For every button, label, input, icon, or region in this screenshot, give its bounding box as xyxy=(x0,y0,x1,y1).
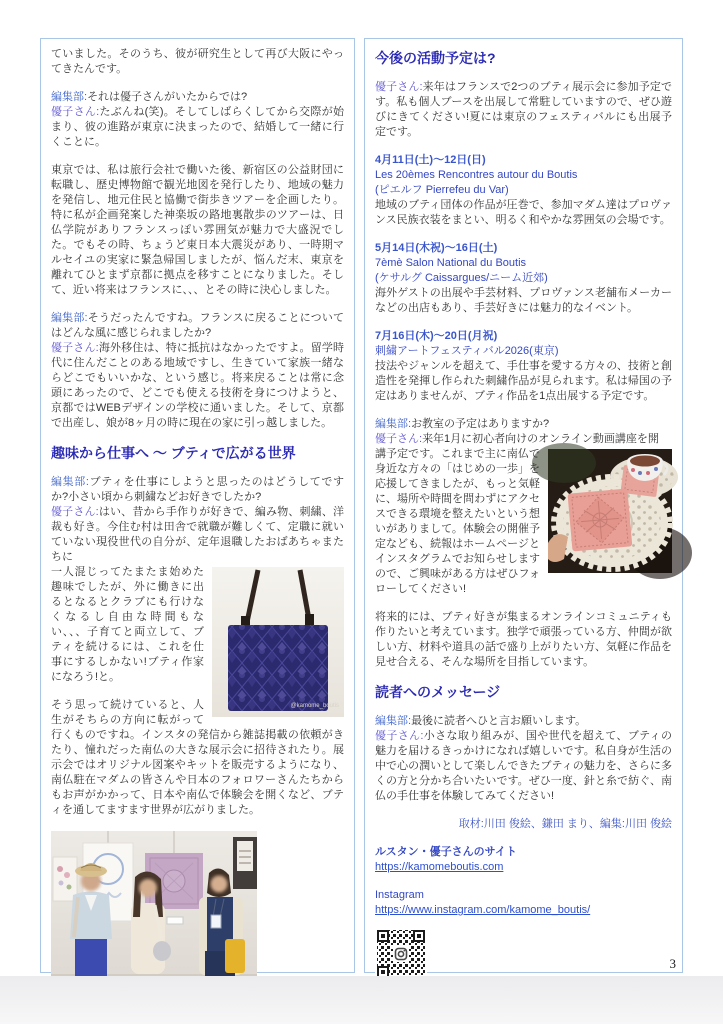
wrap-zone-coaster xyxy=(375,447,672,597)
credit-line: 取材:川田 俊絵、鎌田 まり、編集:川田 俊絵 xyxy=(458,818,672,830)
answer-line xyxy=(375,729,672,804)
answer-line xyxy=(51,505,344,565)
question-line xyxy=(51,475,344,505)
instagram-icon xyxy=(393,946,409,962)
paragraph-tokyo: 東京では、私は旅行会社で働いた後、新宿区の公益財団に転職し、歴史博物館で観光地図を発行したり、地域の魅力を発信し、地元住民と協働で街歩きツアーを企画したり。特に私が企画発案した神楽坂の路地裏散歩のツアーは、日仏学院がありフランスっぽい雰囲気が魅力で大盛況でした。でもその時、ちょうど東日本大震災があり、一時期マルセイユの実家に緊急帰国しましたが、悩んだ末、東京を離れてひとまず京都に拠点を移すことになりました。そして、近い将来はフランスに、、、とその時に決心しました。 xyxy=(51,164,344,296)
qa-block-2 xyxy=(51,311,344,431)
yuko-label: 優子さん: xyxy=(51,506,99,518)
instagram-link[interactable]: https://www.instagram.com/kamome_boutis/ xyxy=(375,904,591,916)
bag-photo-graphic xyxy=(212,567,344,717)
bag-watermark: @kamome_boutis xyxy=(290,703,339,709)
paragraph-community: 将来的には、ブティ好きが集まるオンラインコミュニティも作りたいと考えています。独学で頑張っている方、仲間が欲しい方、材料や道具の話で盛り上がりたい方、気軽に作品を見せ合える、そんな場所を目指しています。 xyxy=(375,611,672,668)
boutis-bag-photo xyxy=(212,567,344,717)
website-label: ルスタン・優子さんのサイト xyxy=(375,846,517,858)
answer-text: 来年1月に初心者向けのオンライン動画講座を開 xyxy=(422,433,659,445)
event-description: 海外ゲストの出展や手芸材料、プロヴァンス老舗布メーカーなどの出店もあり、手芸好きには魅力的なイベント。 xyxy=(375,287,672,314)
event-item-3 xyxy=(375,329,672,404)
event-name: 刺繍アートフェスティバル2026(東京) xyxy=(375,345,559,357)
section-heading-plans: 今後の活動予定は? xyxy=(375,50,496,66)
event-date: 7月16日(木)〜20日(月祝) xyxy=(375,330,498,342)
page-number: 3 xyxy=(669,956,676,971)
editor-label: 編集部: xyxy=(51,312,88,324)
answer-line xyxy=(51,341,344,431)
answer-line xyxy=(375,80,672,140)
left-column xyxy=(40,38,355,973)
answer-text: 小さな取り組みが、国や世代を超えて、ブティの魅力を届けるきっかけになれば嬉しいです。私自身が生活の中で心の潤いとして楽しんできたブティの魅力を、さらに多くの方と分かち合いたいです。ぜひ一度、針と糸で紡ぐ、南仏の手仕事を体験してみてください! xyxy=(375,730,672,802)
qr-code xyxy=(375,928,427,980)
answer-text: 来年はフランスで2つのブティ展示会に参加予定です。私も個人ブースを出展して常駐していますので、ぜひ遊びにきてください!夏には東京のフェスティバルにも出展予定です。 xyxy=(375,81,673,138)
page-background-strip xyxy=(0,976,723,1024)
coaster-photo-graphic xyxy=(548,449,672,573)
question-text: そうだったんですね。フランスに戻ることについてはどんな風に感じられましたか? xyxy=(51,312,344,339)
event-date: 5月14日(木祝)〜16日(土) xyxy=(375,242,498,254)
question-line xyxy=(375,417,672,432)
qa-block-3 xyxy=(51,475,344,818)
event-description: 技法やジャンルを超えて、手仕事を愛する方々の、技術と創造性を発揮し作られた刺繍作品が見られます。私は帰国の予定はありませんが、ブティ作品を1点出展する予定です。 xyxy=(375,360,672,402)
answer-line xyxy=(375,432,672,447)
editor-label: 編集部: xyxy=(375,418,412,430)
answer-text: たぶんね(笑)。そしてしばらくしてから交際が始まり、彼の進路が東京に決まったので、結婚して一緒に行くことに。 xyxy=(51,106,344,148)
qa-block-message xyxy=(375,714,672,804)
event-place: (ピエルフ Pierrefeu du Var) xyxy=(375,184,509,196)
wrap-zone-bag xyxy=(51,565,344,818)
family-photo-graphic xyxy=(51,831,257,981)
editor-label: 編集部: xyxy=(375,715,412,727)
website-block xyxy=(375,845,672,875)
main-coaster xyxy=(567,488,632,551)
question-text: 最後に読者へひと言お願いします。 xyxy=(411,715,587,727)
answer-text: 海外移住は、特に抵抗はなかったですよ。留学時代に住んだことのある地域ですし、生きていて家族一緒ならどこでもいいかな、という感じ。将来戻ることは常に念頭にあったので、どこでも使える技術を身につけようと、京都ではWEBデザインの学校に通いました。そして、京都で出産し、娘が8ヶ月の時に現在の家に引っ越しました。 xyxy=(51,342,345,429)
plans-intro xyxy=(375,80,672,140)
section-heading-hobby: 趣味から仕事へ 〜 ブティで広がる世界 xyxy=(51,445,296,461)
event-item-1 xyxy=(375,153,672,228)
paragraph-continued: ていました。そのうち、彼が研究生として再び大阪にやってきたんです。 xyxy=(51,48,344,75)
instagram-label: Instagram xyxy=(375,889,424,901)
right-column xyxy=(364,38,683,973)
event-date: 4月11日(土)〜12日(日) xyxy=(375,154,486,166)
answer-text: はい、昔から手作りが好きで、編み物、刺繍、洋裁も好き。今住む村は田舎で就職が難しくて、定職に就いていない現役世代の自分が、定年退職したおばあちゃまたちに xyxy=(51,506,344,563)
yuko-label: 優子さん: xyxy=(375,433,423,445)
editor-label: 編集部: xyxy=(51,476,89,488)
question-line xyxy=(375,714,672,729)
section-heading-message: 読者へのメッセージ xyxy=(375,684,501,700)
yuko-label: 優子さん: xyxy=(51,342,99,354)
question-text: それは優子さんがいたからでは? xyxy=(87,91,248,103)
coaster-photo xyxy=(548,449,672,573)
event-name: 7èmè Salon National du Boutis xyxy=(375,257,527,269)
yuko-label: 優子さん: xyxy=(375,730,424,742)
question-text: ブティを仕事にしようと思ったのはどうしてですか?小さい頃から刺繍などお好きでしたか? xyxy=(51,476,345,503)
paragraph-instagram-growth: そう思って続けていると、人生がそちらの方向に転がって行くものですね。インスタの発信から雑誌掲載の依頼がきたり、憧れだった南仏の大きな展示会に招待されたり。展示会ではオリジナル図案やキットを販売するようになり、南仏駐在マダムの皆さんや日本のフォロワーさんたちからもお声がかかって、日本や南仏で体験会を開くなど、ブティを通してますます世界が広がりました。 xyxy=(51,699,344,816)
yuko-label: 優子さん: xyxy=(375,81,423,93)
question-line xyxy=(51,90,344,105)
answer-text-wrapped: 一人混じってたまたま始めた趣味でしたが、外に働きに出るとなるとクラブにも行けなくなるし自由な時間もない、、、子育てと両立して、ブティを続けるには、これを仕事にするしかない!ブティ作家になろう!と。 xyxy=(51,566,204,683)
question-line xyxy=(51,311,344,341)
qa-block-1 xyxy=(51,90,344,150)
yuko-label: 優子さん: xyxy=(51,106,100,118)
instagram-block xyxy=(375,888,672,918)
question-text: お教室の予定はありますか? xyxy=(411,418,550,430)
qa-block-class xyxy=(375,417,672,597)
event-name: Les 20èmes Rencontres autour du Boutis xyxy=(375,169,578,181)
answer-line xyxy=(51,105,344,150)
editor-label: 編集部: xyxy=(51,91,88,103)
website-link[interactable]: https://kamomeboutis.com xyxy=(375,861,504,873)
event-place: (ケサルグ Caissargues/ニーム近郊) xyxy=(375,272,548,284)
event-description: 地域のブティ団体の作品が圧巻で、参加マダム達はプロヴァンス民族衣装をまとい、明るく和やかな雰囲気の会場です。 xyxy=(375,199,672,226)
event-item-2 xyxy=(375,241,672,316)
answer-text-wrapped: 講予定です。これまで主に南仏で身近な方々の「はじめの一歩」を応援してきましたが、もっと気軽に、場所や時間を問わずにアクセスできる環境を整えたいという想いがありまして。体験会の開催予定なども、続報はホームページとインスタグラムでお知らせしますので、ご興味がある方はぜひフォローしてください! xyxy=(375,448,540,595)
